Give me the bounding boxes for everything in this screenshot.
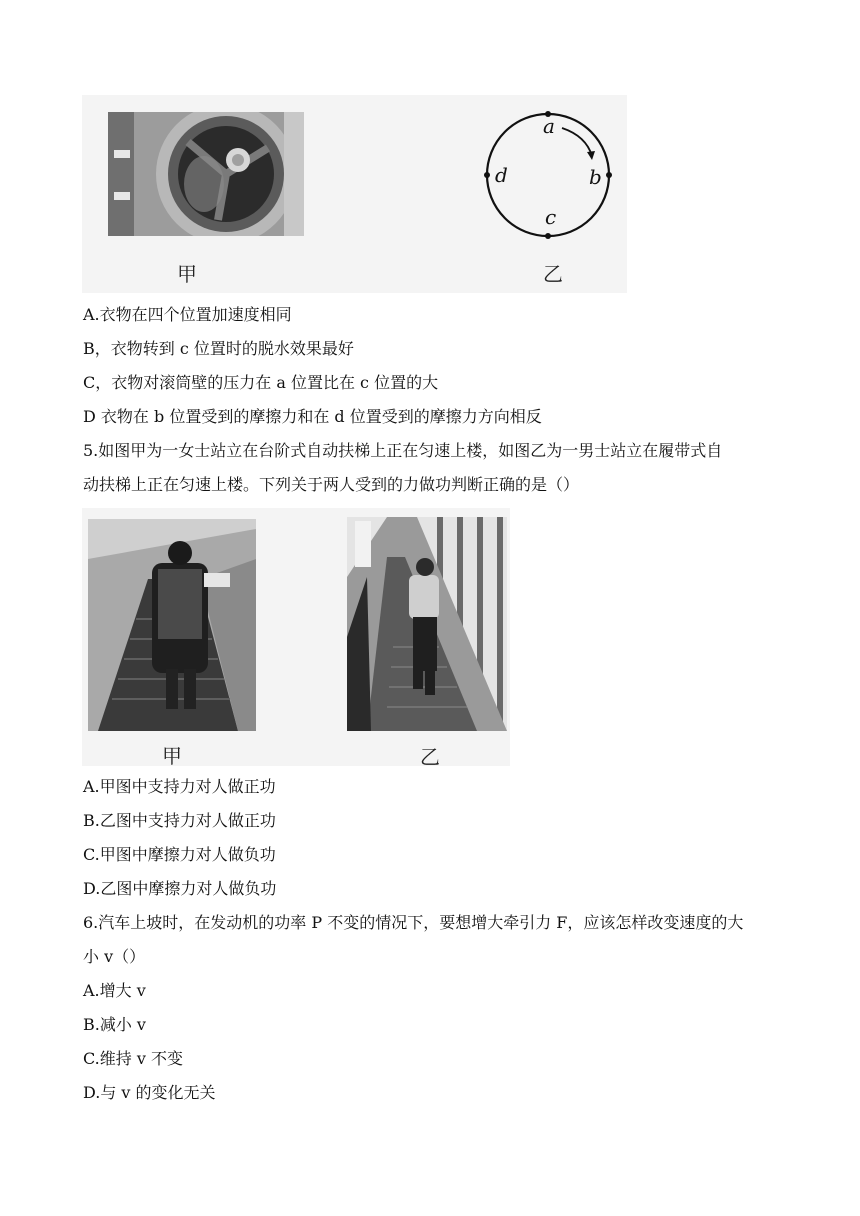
point-a-label: a — [543, 114, 555, 138]
moving-walkway-photo — [347, 517, 507, 731]
q4-option-c: C，衣物对滚筒壁的压力在 a 位置比在 c 位置的大 — [83, 373, 439, 392]
figure-4-label-jia: 甲 — [177, 262, 197, 286]
figure-5-label-yi: 乙 — [420, 745, 440, 769]
q5-stem-line-1: 5.如图甲为一女士站立在台阶式自动扶梯上正在匀速上楼，如图乙为一男士站立在履带式自 — [83, 441, 723, 460]
q4-option-b: B，衣物转到 c 位置时的脱水效果最好 — [83, 339, 354, 358]
q5-option-d: D.乙图中摩擦力对人做负功 — [83, 879, 277, 898]
q5-option-a: A.甲图中支持力对人做正功 — [83, 777, 276, 796]
q6-option-c: C.维持 v 不变 — [83, 1049, 183, 1068]
q5-option-b: B.乙图中支持力对人做正功 — [83, 811, 276, 830]
point-b-label: b — [589, 165, 602, 189]
step-escalator-photo — [88, 519, 256, 731]
q6-option-b: B.减小 v — [83, 1015, 146, 1034]
q6-option-d: D.与 v 的变化无关 — [83, 1083, 216, 1102]
q4-option-a: A.衣物在四个位置加速度相同 — [83, 305, 292, 324]
q6-option-a: A.增大 v — [83, 981, 146, 1000]
q5-option-c: C.甲图中摩擦力对人做负功 — [83, 845, 276, 864]
point-c-label: c — [545, 205, 557, 229]
point-d-label: d — [495, 163, 508, 187]
figure-4-label-yi: 乙 — [543, 262, 563, 286]
q6-stem-line-2: 小 v（） — [83, 947, 146, 966]
q5-stem-line-2: 动扶梯上正在匀速上楼。下列关于两人受到的力做功判断正确的是（） — [83, 475, 580, 494]
figure-5-label-jia: 甲 — [162, 744, 182, 768]
washing-machine-photo — [108, 112, 304, 236]
q6-stem-line-1: 6.汽车上坡时，在发动机的功率 P 不变的情况下，要想增大牵引力 F，应该怎样改变速度的大 — [83, 913, 744, 932]
q4-option-d: D 衣物在 b 位置受到的摩擦力和在 d 位置受到的摩擦力方向相反 — [83, 407, 542, 426]
